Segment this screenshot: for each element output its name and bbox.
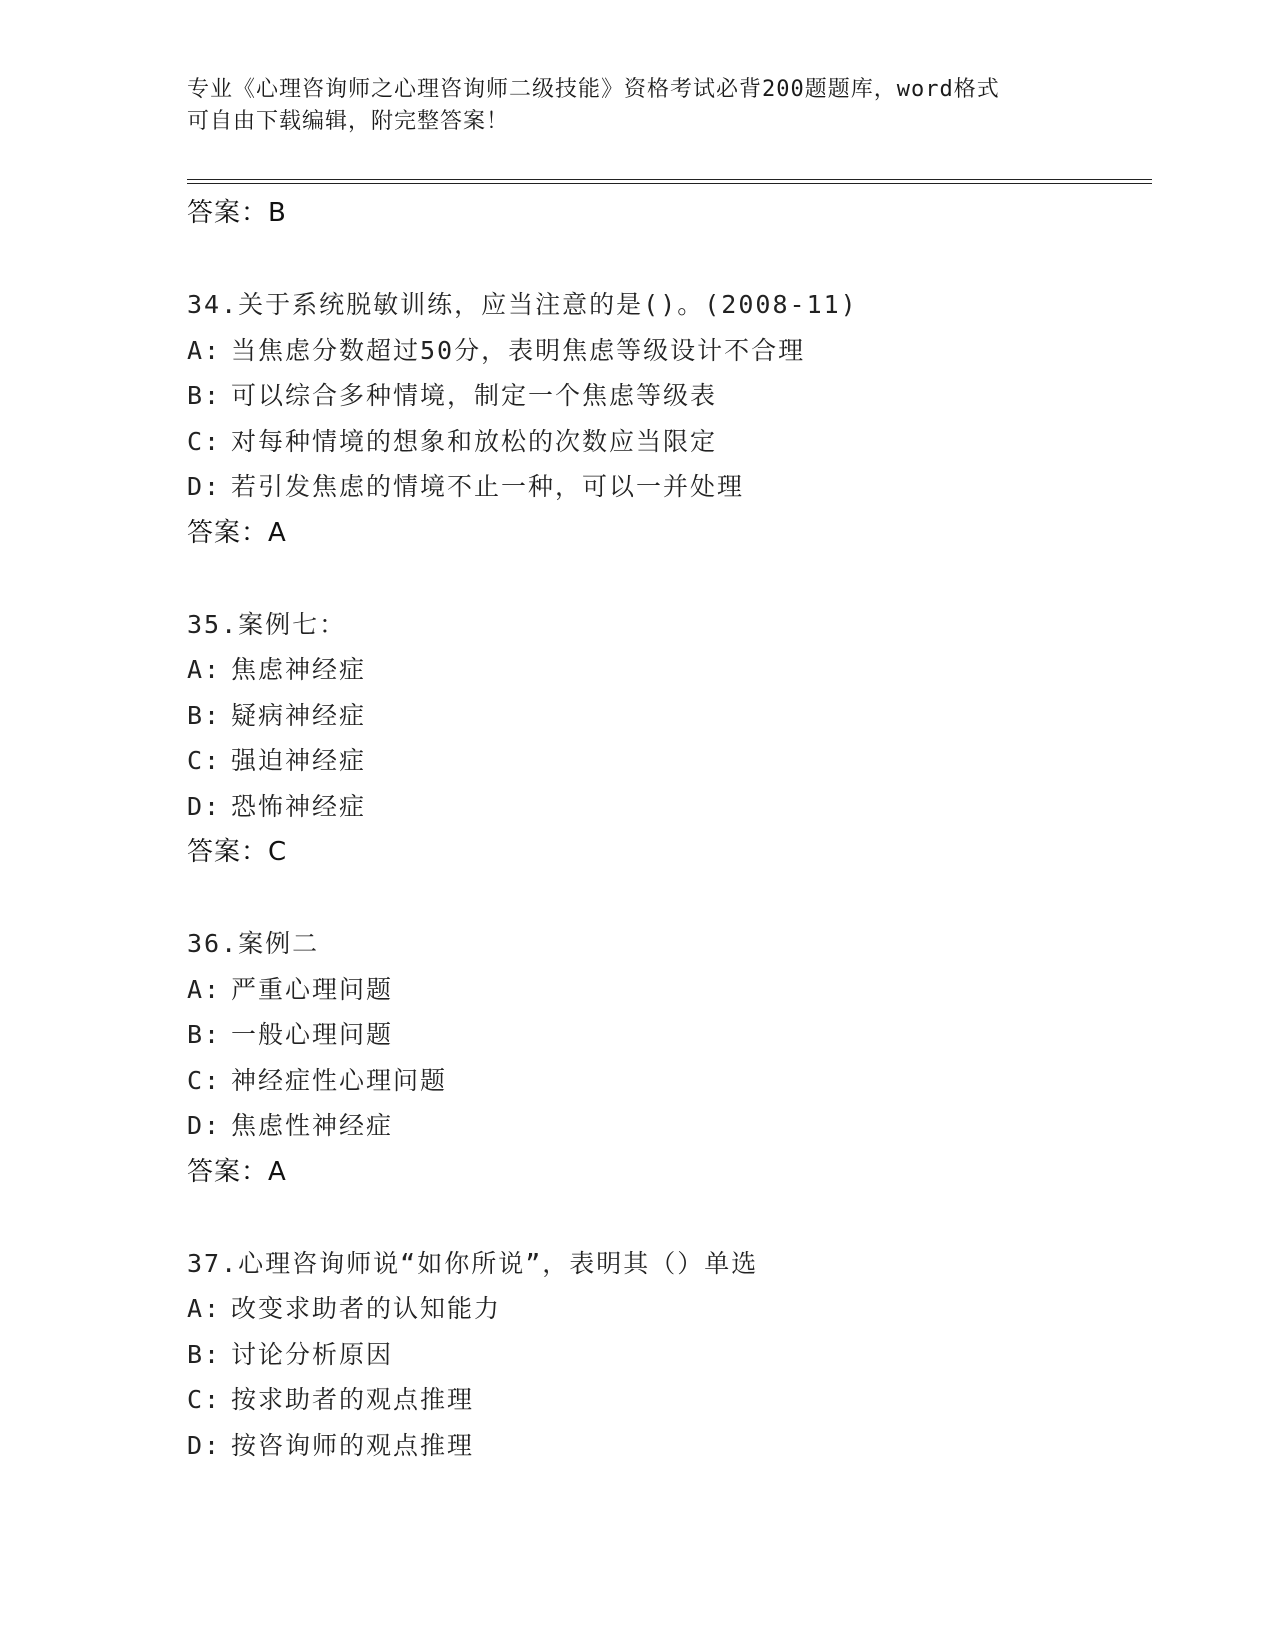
answer-line: 答案：B	[187, 198, 287, 228]
option-b: B: 一般心理问题	[187, 1020, 394, 1049]
question-title: 34.关于系统脱敏训练，应当注意的是()。(2008-11)	[187, 290, 858, 319]
question-block	[187, 921, 1152, 1195]
option-c: C: 神经症性心理问题	[187, 1065, 448, 1095]
header-divider-bottom	[187, 183, 1152, 184]
option-d: D: 恐怖神经症	[187, 791, 367, 821]
question-title: 35.案例七：	[187, 609, 347, 639]
option-b: B: 疑病神经症	[187, 700, 367, 730]
option-a: A: 严重心理问题	[187, 974, 394, 1004]
question-block	[187, 1241, 1152, 1469]
question-block	[187, 602, 1152, 876]
option-d: D: 按咨询师的观点推理	[187, 1430, 475, 1460]
document-header	[187, 74, 1087, 138]
header-line-1: 专业《心理咨询师之心理咨询师二级技能》资格考试必背200题题库，word格式	[187, 77, 1000, 102]
question-title: 36.案例二	[187, 929, 320, 958]
option-c: C: 对每种情境的想象和放松的次数应当限定	[187, 426, 718, 456]
answer-line: 答案：C	[187, 837, 288, 867]
question-list	[187, 190, 1152, 1468]
question-block	[187, 282, 1152, 556]
question-title: 37.心理咨询师说“如你所说”，表明其（）单选	[187, 1248, 759, 1278]
option-a: A: 当焦虑分数超过50分，表明焦虑等级设计不合理	[187, 335, 806, 365]
option-a: A: 焦虑神经症	[187, 655, 367, 684]
header-divider-top	[187, 179, 1152, 180]
option-d: D: 焦虑性神经症	[187, 1111, 394, 1140]
option-b: B: 可以综合多种情境，制定一个焦虑等级表	[187, 381, 718, 410]
answer-line: 答案：A	[187, 517, 287, 548]
header-line-2: 可自由下载编辑，附完整答案！	[187, 109, 510, 134]
option-b: B: 讨论分析原因	[187, 1339, 394, 1369]
option-c: C: 强迫神经症	[187, 746, 367, 775]
option-c: C: 按求助者的观点推理	[187, 1385, 475, 1414]
answer-line: 答案：A	[187, 1156, 287, 1187]
option-a: A: 改变求助者的认知能力	[187, 1294, 502, 1323]
option-d: D: 若引发焦虑的情境不止一种，可以一并处理	[187, 472, 745, 501]
